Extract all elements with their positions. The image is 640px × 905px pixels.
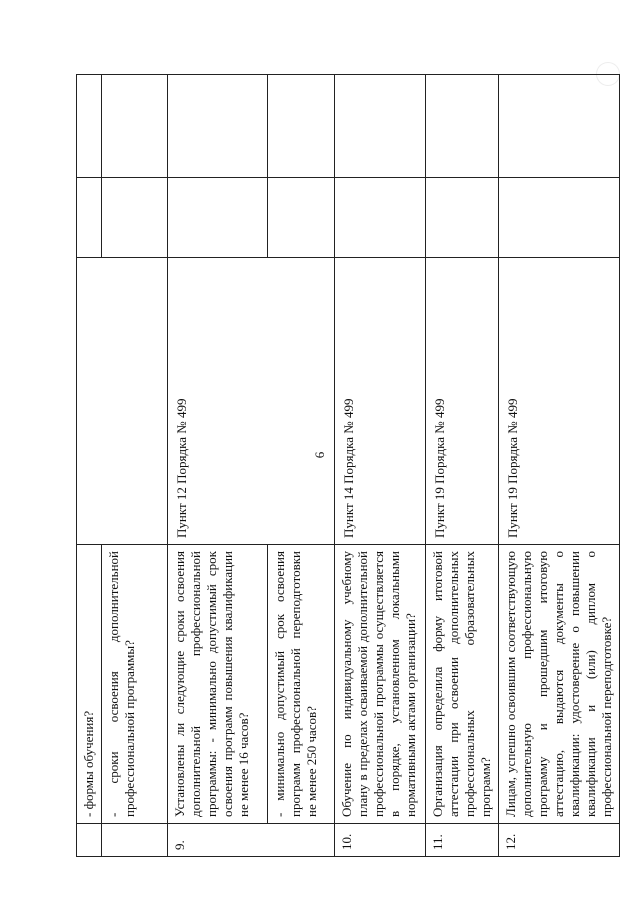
empty-cell: [499, 178, 620, 258]
empty-cell: [426, 178, 499, 258]
reference-cell: Пункт 12 Порядка № 499: [168, 258, 335, 545]
row-number: 10.: [335, 824, 426, 857]
empty-cell: [335, 178, 426, 258]
question-cell: - сроки освоения дополнительной профессиональной программы?: [102, 545, 168, 824]
empty-cell: [499, 75, 620, 178]
table-row: [168, 75, 268, 857]
reference-cell: [77, 258, 168, 545]
empty-cell: [102, 75, 168, 178]
table-row: [77, 75, 102, 857]
row-number: [102, 824, 168, 857]
row-number: [77, 824, 102, 857]
empty-cell: [168, 75, 268, 178]
row-number: 11.: [426, 824, 499, 857]
empty-cell: [268, 178, 335, 258]
question-cell: Обучение по индивидуальному учебному плану в пределах осваиваемой дополнительной профессиональной программы осуществляется в порядке, установленном локальными нормативными актами организации?: [335, 545, 426, 824]
reference-cell: Пункт 19 Порядка № 499: [426, 258, 499, 545]
empty-cell: [168, 178, 268, 258]
reference-cell: Пункт 14 Порядка № 499: [335, 258, 426, 545]
checklist-table: [76, 74, 620, 857]
table-row: [335, 75, 426, 857]
row-number: 9.: [168, 824, 335, 857]
table-row: [499, 75, 620, 857]
question-cell: - минимально допустимый срок освоения программ профессиональной переподготовки не менее 250 часов?: [268, 545, 335, 824]
reference-cell: Пункт 19 Порядка № 499: [499, 258, 620, 545]
empty-cell: [426, 75, 499, 178]
question-cell: - формы обучения?: [77, 545, 102, 824]
table-row: [426, 75, 499, 857]
question-cell: Установлены ли следующие сроки освоения дополнительной профессиональной программы: - минимально допустимый срок освоения программ повышения квалификации не менее 16 часов?: [168, 545, 268, 824]
empty-cell: [102, 178, 168, 258]
empty-cell: [77, 178, 102, 258]
empty-cell: [335, 75, 426, 178]
question-cell: Организация определила форму итоговой аттестации при освоении дополнительных профессиональных образовательных программ?: [426, 545, 499, 824]
empty-cell: [268, 75, 335, 178]
row-number: 12.: [499, 824, 620, 857]
page-number: 6: [312, 451, 327, 459]
empty-cell: [77, 75, 102, 178]
question-cell: Лицам, успешно освоившим соответствующую дополнительную профессиональную программу и прошедшим итоговую аттестацию, выдаются документы о квалификации: удостоверение о повышении квалификации и (или) диплом о профессиональной переподготовке?: [499, 545, 620, 824]
